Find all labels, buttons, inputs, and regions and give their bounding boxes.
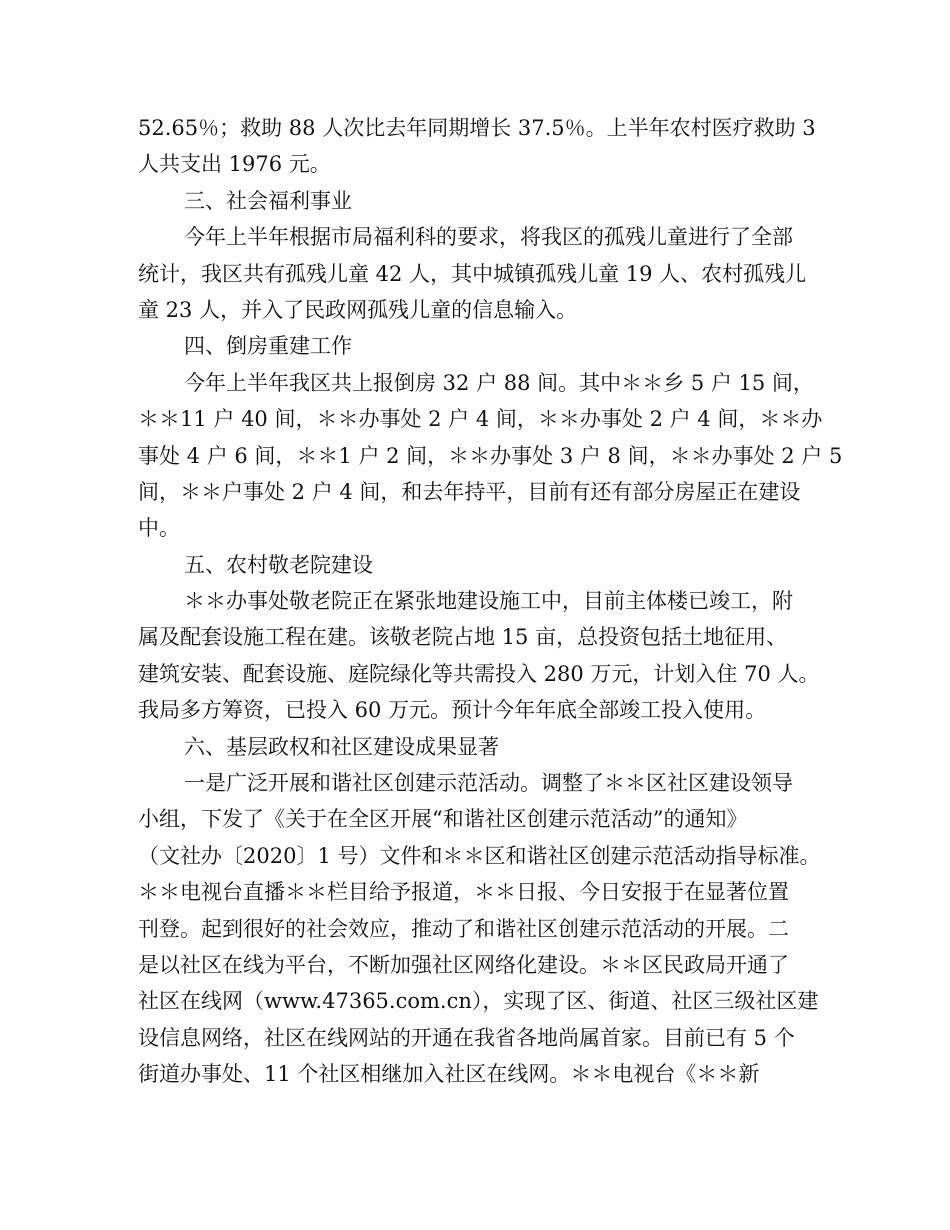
text-line: 童 23 人，并入了民政网孤残儿童的信息输入。 [138, 297, 578, 322]
text-line: 统计，我区共有孤残儿童 42 人，其中城镇孤残儿童 19 人、农村孤残儿 [138, 261, 807, 286]
paragraph-orphans [138, 219, 828, 328]
text-line: 街道办事处、11 个社区相继加入社区在线网。＊＊电视台《＊＊新 [138, 1062, 760, 1087]
text-line: 属及配套设施工程在建。该敬老院占地 15 亩，总投资包括土地征用、 [138, 625, 788, 650]
text-line: 事处 4 户 6 间，＊＊1 户 2 间，＊＊办事处 3 户 8 间，＊＊办事处 2 户 5 [138, 443, 843, 468]
heading-line: 四、倒房重建工作 [184, 334, 352, 359]
section-heading-welfare [138, 183, 828, 219]
text-line: 社区在线网（www.47365.com.cn），实现了区、街道、社区三级社区建 [138, 989, 819, 1014]
paragraph-nursing-home [138, 583, 828, 729]
paragraph-housing [138, 365, 843, 547]
paragraph-relief-stats [138, 110, 828, 183]
document-body [138, 110, 843, 1093]
text-line: 52.65％；救助 88 人次比去年同期增长 37.5％。上半年农村医疗救助 3 [138, 116, 816, 140]
text-line: 今年上半年我区共上报倒房 32 户 88 间。其中＊＊乡 5 户 15 间， [184, 370, 814, 395]
heading-line: 五、农村敬老院建设 [184, 552, 373, 577]
section-heading-nursing-home [138, 547, 828, 583]
paragraph-community [138, 765, 828, 1093]
section-heading-housing [138, 328, 828, 364]
text-line: 设信息网络，社区在线网站的开通在我省各地尚属首家。目前已有 5 个 [138, 1025, 795, 1050]
section-heading-community [138, 729, 828, 765]
text-line: 刊登。起到很好的社会效应，推动了和谐社区创建示范活动的开展。二 [138, 916, 789, 941]
text-line: 我局多方筹资，已投入 60 万元。预计今年年底全部竣工投入使用。 [138, 698, 767, 723]
text-line: （文社办〔2020〕1 号）文件和＊＊区和谐社区创建示范活动指导标准。 [138, 843, 821, 868]
text-line: 一是广泛开展和谐社区创建示范活动。调整了＊＊区社区建设领导 [184, 771, 793, 796]
heading-line: 六、基层政权和社区建设成果显著 [184, 734, 499, 759]
text-line: 小组，下发了《关于在全区开展“和谐社区创建示范活动”的通知》 [138, 807, 748, 832]
text-line: 间，＊＊户事处 2 户 4 间，和去年持平，目前有还有部分房屋正在建设 [138, 479, 801, 504]
text-line: ＊＊办事处敬老院正在紧张地建设施工中，目前主体楼已竣工，附 [184, 589, 793, 614]
text-line: 是以社区在线为平台，不断加强社区网络化建设。＊＊区民政局开通了 [138, 952, 789, 977]
text-line: ＊＊电视台直播＊＊栏目给予报道，＊＊日报、今日安报于在显著位置 [138, 880, 789, 905]
text-line: ＊＊11 户 40 间，＊＊办事处 2 户 4 间，＊＊办事处 2 户 4 间，＊＊办 [138, 407, 823, 432]
text-line: 人共支出 1976 元。 [138, 152, 331, 177]
heading-line: 三、社会福利事业 [184, 188, 352, 213]
text-line: 中。 [138, 516, 180, 541]
text-line: 建筑安装、配套设施、庭院绿化等共需投入 280 万元，计划入住 70 人。 [138, 661, 820, 686]
text-line: 今年上半年根据市局福利科的要求，将我区的孤残儿童进行了全部 [184, 225, 793, 250]
